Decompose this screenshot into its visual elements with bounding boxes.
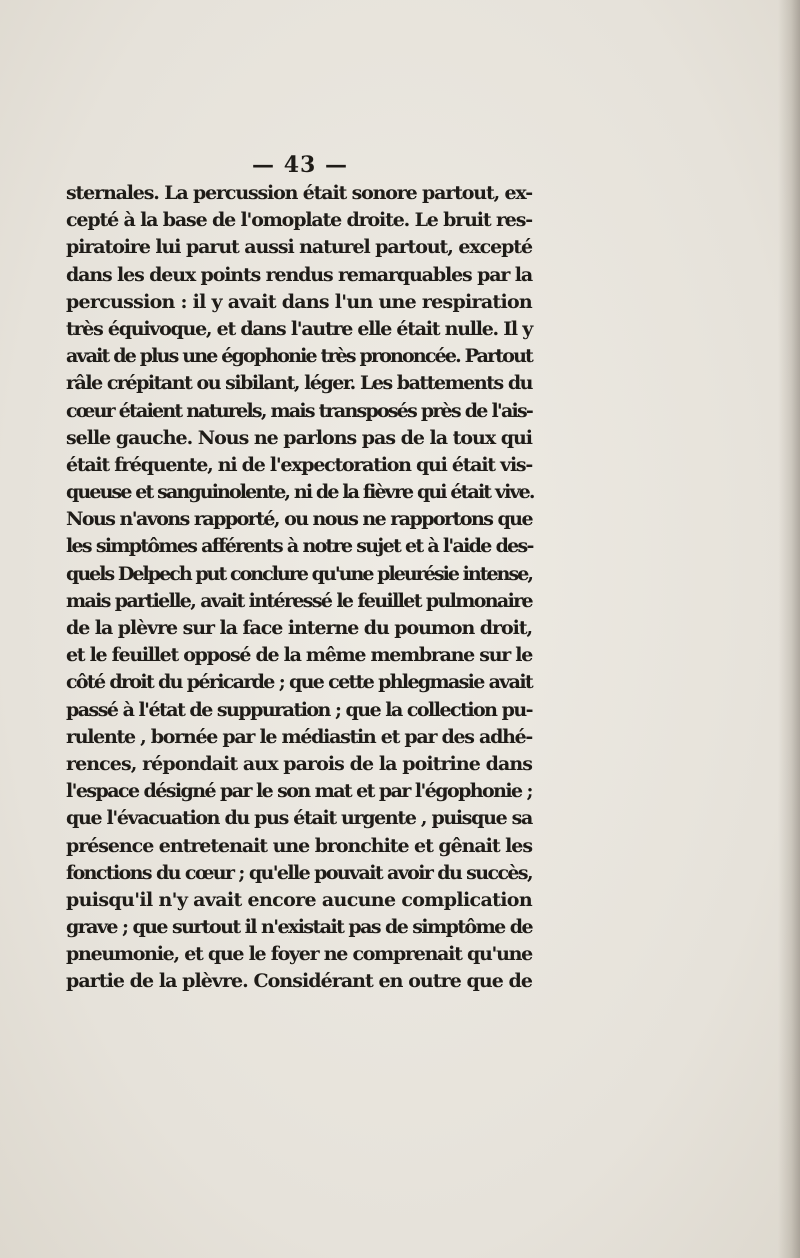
page-number: — 43 — <box>252 152 348 178</box>
text-line: était fréquente, ni de l'expectoration qui était vis- <box>66 453 532 476</box>
text-line: puisqu'il n'y avait encore aucune complication <box>66 888 532 911</box>
page-edge-shadow <box>778 0 800 1258</box>
text-line: grave ; que surtout il n'existait pas de simptôme de <box>66 916 532 939</box>
text-line: rences, répondait aux parois de la poitrine dans <box>66 752 532 775</box>
text-line: pneumonie, et que le foyer ne comprenait qu'une <box>66 943 532 966</box>
body-text <box>66 180 532 996</box>
text-line: passé à l'état de suppuration ; que la collection pu- <box>66 698 532 721</box>
text-line: dans les deux points rendus remarquables par la <box>66 263 532 286</box>
text-line: sternales. La percussion était sonore partout, ex- <box>66 182 532 204</box>
text-line: quels Delpech put conclure qu'une pleurésie intense, <box>66 562 532 585</box>
text-line: fonctions du cœur ; qu'elle pouvait avoir du succès, <box>66 861 532 884</box>
text-line: piratoire lui parut aussi naturel partout, excepté <box>66 236 532 259</box>
text-line: cepté à la base de l'omoplate droite. Le bruit res- <box>66 209 532 232</box>
text-line: cœur étaient naturels, mais transposés près de l'ais- <box>66 399 532 422</box>
text-line: côté droit du péricarde ; que cette phlegmasie avait <box>66 671 532 694</box>
text-line: présence entretenait une bronchite et gênait les <box>66 834 532 857</box>
text-line: de la plèvre sur la face interne du poumon droit, <box>66 617 532 639</box>
text-line: les simptômes afférents à notre sujet et à l'aide des- <box>66 535 533 558</box>
text-line: Nous n'avons rapporté, ou nous ne rapportons que <box>66 508 532 531</box>
text-line: râle crépitant ou sibilant, léger. Les battements du <box>66 372 532 395</box>
text-line: partie de la plèvre. Considérant en outre que de <box>66 970 532 993</box>
text-line: rulente , bornée par le médiastin et par des adhé- <box>66 725 532 748</box>
text-line: et le feuillet opposé de la même membrane sur le <box>66 644 532 667</box>
text-line: mais partielle, avait intéressé le feuillet pulmonaire <box>66 589 532 612</box>
text-line: avait de plus une égophonie très prononcée. Partout <box>66 345 532 368</box>
text-line: queuse et sanguinolente, ni de la fièvre qui était vive. <box>66 481 534 504</box>
text-line: l'espace désigné par le son mat et par l'égophonie ; <box>66 780 532 803</box>
text-line: percussion : il y avait dans l'un une respiration <box>66 290 532 313</box>
text-line: que l'évacuation du pus était urgente , puisque sa <box>66 807 532 830</box>
text-line: très équivoque, et dans l'autre elle était nulle. Il y <box>66 317 532 340</box>
text-line: selle gauche. Nous ne parlons pas de la toux qui <box>66 426 532 449</box>
